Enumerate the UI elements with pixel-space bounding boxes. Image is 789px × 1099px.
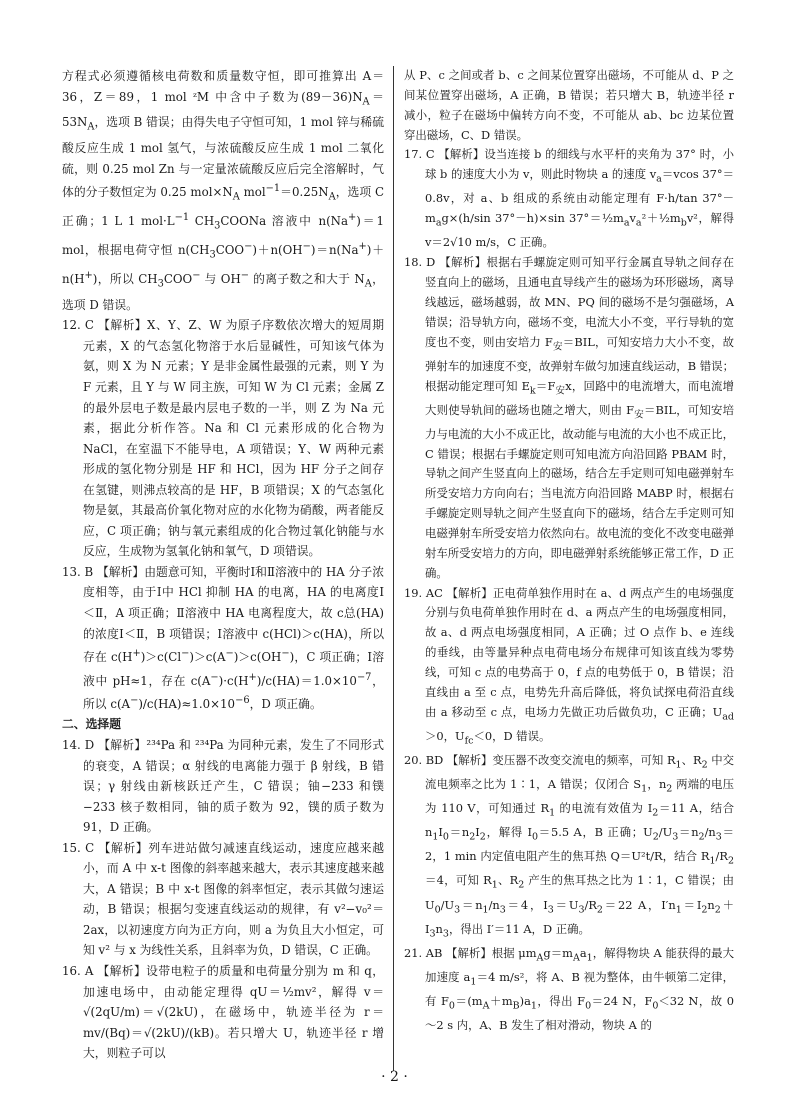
column-divider <box>393 66 394 1071</box>
answer-21: 21. AB 【解析】根据 $\mu m_Ag=m_Aa_1$，解得物块 A 能获得的最大加速度 $a_1=4$ m/s²，将 A、B 视为整体，由牛顿第二定律，有 $F_0=(m_A+m_B)a_1$，得出 $F_0=24$ N，$F_0<32$ N，故 0～2 s 内，A、B 发生了相对滑动，物块 A 的 <box>404 945 735 1033</box>
answer-19: 19. AC 【解析】正电荷单独作用时在 a、d 两点产生的电场强度分别与负电荷单独作用时在 d、a 两点产生的电场强度相同，故 a、d 两点电场强度相同，A 正确；过 O 点作 b、e 连线的垂线，由等量异种点电荷电场分布规律可知该直线为零势线，可知 c 点的电势高于 0，f 点的电势低于 0，B 错误；沿直线由 a 至 c 点，电势先升高后降低，将负试探电荷沿直线由 a 移动至 c 点，电场力先做正功后做负功，C 正确；$U_{ad}>0$，$U_{fc}<0$，D 错误。 <box>404 585 734 746</box>
answer-12: 12. C 【解析】X、Y、Z、W 为原子序数依次增大的短周期元素，X 的气态氢化物溶于水后显碱性，可知该气体为氨，则 X 为 N 元素；Y 是非金属性最强的元素，则 Y 为 F 元素，且 Y 与 W 同主族，可知 W 为 Cl 元素；金属 Z 的最外层电子数是最内层电子数的一半，则 Z 为 Na 元素，据此分析作答。Na 和 Cl 元素形成的化合物为 NaCl，在室温下不能导电，A 项错误；Y、W 两种元素形成的氢化物分别是 HF 和 HCl，因为 HF 分子之间存在氢键，则沸点较高的是 HF，B 项错误；X 的气态氢化物是氨，其最高价氧化物对应的水化物为硝酸，两者能反应，C 项正确；钠与氧元素组成的化合物过氧化钠能与水反应，生成物为氢氧化钠和氧气，D 项错误。 <box>62 318 384 559</box>
para-11-cont: 方程式必须遵循核电荷数和质量数守恒，即可推算出 A＝36，Z＝89，1 mol ᶻM 中含中子数为$(89-36)N_A=53N_A$，选项 B 错误；由得失电子守恒可知，1 mol 锌与稀硫酸反应生成 1 mol 氢气，与浓硫酸反应生成 1 mol 二氧化硫，则 0.25 mol Zn 与一定量浓硫酸反应后完全溶解时，气体的分子数恒定为 0.25 $mol\times N_A$ $mol^{-1}=0.25N_A$，选项 C 正确；1 L 1 $mol\cdot L^{-1}$ $CH_3COONa$ 溶液中 n(Na+)＝1 mol，根据电荷守恒 $n(CH_3COO^-)+n(OH^-)=n(Na^+)+n(H^+)$，所以 $CH_3COO^-$ 与 OH− 的离子数之和大于 $N_A$，选项 D 错误。 <box>62 69 385 312</box>
para-16-cont: 从 P、c 之间或者 b、c 之间某位置穿出磁场，不可能从 d、P 之间某位置穿出磁场，A 正确，B 错误；若只增大 B，轨迹半径 r 减小，粒子在磁场中偏转方向不变，不可能从 ab、bc 边某位置穿出磁场，C、D 错误。 <box>404 68 734 142</box>
page-number: · 2 · <box>381 1069 408 1085</box>
answer-13: 13. B 【解析】由题意可知，平衡时Ⅰ和Ⅱ溶液中的 HA 分子浓度相等，由于Ⅰ中 HCl 抑制 HA 的电离，HA 的电离度Ⅰ＜Ⅱ，A 项正确；Ⅱ溶液中 HA 电离程度大，故 c总(HA)的浓度Ⅰ＜Ⅱ，B 项错误；Ⅰ溶液中 c(HCl)＞c(HA)，所以存在 c(H+)＞c(Cl−)＞c(A−)＞c(OH−)，C 项正确；Ⅰ溶液中 pH≈1，存在 $c(A^-)\cdot c(H^+)/c(HA)=1.0\times 10^{-7}$，所以 $c(A^-)/c(HA)\approx 1.0\times 10^{-6}$，D 项正确。 <box>62 564 384 711</box>
left-column <box>62 66 384 1064</box>
section-heading: 二、选择题 <box>62 717 121 732</box>
answer-14: 14. D 【解析】²³⁴Pa 和 ²³⁴Pa 为同种元素，发生了不同形式的衰变，A 错误；α 射线的电离能力强于 β 射线，B 错误；γ 射线由新核跃迁产生，C 错误；铀−233 和镤−233 核子数相同，铀的质子数为 92，镤的质子数为 91，D 正确。 <box>62 738 384 835</box>
answer-20: 20. BD 【解析】变压器不改变交流电的频率，可知 $R_1$、$R_2$ 中交流电频率之比为 1∶1，A 错误；仅闭合 $S_1$，$n_2$ 两端的电压为 110 V，可知通过 $R_1$ 的电流有效值为 $I_2=11$ A，结合 $n_1I_0=n_2I_2$，解得 $I_0=5.5$ A，B 正确；$U_2/U_3=n_2/n_3=2$，1 min 内定值电阻产生的焦耳热 Q＝U²t/R，结合 $R_1/R_2=4$，可知 $R_1$、$R_2$ 产生的焦耳热之比为 1∶1，C 错误；由 $U_0/U_3=n_1/n_3=4$，$I_3=U_3/R_2=22$ A，$I'n_1=I_2n_2+I_3n_3$，得出 I′＝11 A，D 正确。 <box>404 752 735 939</box>
answer-15: 15. C 【解析】列车进站做匀减速直线运动，速度应越来越小，而 A 中 x-t 图像的斜率越来越大，表示其速度越来越大，A 错误；B 中 x-t 图像的斜率恒定，表示其做匀速运动，B 错误；根据匀变速直线运动的规律，有 v²−v₀²＝2ax，以初速度方向为正方向，则 a 为负且大小恒定，可知 v² 与 x 为线性关系，且斜率为负，D 错误，C 正确。 <box>62 840 384 958</box>
right-column <box>404 66 734 1036</box>
answer-16: 16. A 【解析】设带电粒子的质量和电荷量分别为 m 和 q，加速电场中，由动能定理得 qU＝½mv²，解得 v＝√(2qU/m)＝√(2kU)，在磁场中，轨迹半径为 r＝mv/(Bq)＝√(2kU)/(kB)。若只增大 U，轨迹半径 r 增大，则粒子可以 <box>62 964 384 1061</box>
answer-18: 18. D 【解析】根据右手螺旋定则可知平行金属直导轨之间存在竖直向上的磁场，且通电直导线产生的磁场为环形磁场，离导线越远，磁场越弱，故 MN、PQ 间的磁场不是匀强磁场，A 错误；沿导轨方向，磁场不变，电流大小不变，平行导轨的宽度也不变，则由安培力 $F_安=BIL$，可知安培力大小不变，故弹射车的加速度不变，故弹射车做匀加速直线运动，B 错误；根据动能定理可知 $E_k=F_安x$，回路中的电流增大，而电流增大则使导轨间的磁场也随之增大，则由 $F_安=BIL$，可知安培力与电流的大小不成正比，故动能与电流的大小也不成正比，C 错误；根据右手螺旋定则可知电流方向沿回路 PBAM 时，导轨之间产生竖直向上的磁场，结合左手定则可知电磁弹射车所受安培力方向向右；当电流方向沿回路 MABP 时，根据右手螺旋定则导轨之间产生竖直向下的磁场，结合左手定则可知电磁弹射车所受安培力依然向右。故电流的变化不改变电磁弹射车所受安培力的方向，即电磁弹射系统能够正常工作，D 正确。 <box>404 255 734 580</box>
answer-17: 17. C 【解析】设当连接 b 的细线与水平杆的夹角为 37° 时，小球 b 的速度大小为 v，则此时物块 a 的速度 $v_a=vcos$ 37°＝0.8v，对 a、b 组成的系统由动能定理有 F·h/tan $37^\circ-m_ag\times(h/\sin$ 37°－h)×sin $37^\circ=\frac{1}{2}m_av_a^2+\frac{1}{2}m_bv^2$，解得 v＝2√10 m/s，C 正确。 <box>404 147 734 250</box>
